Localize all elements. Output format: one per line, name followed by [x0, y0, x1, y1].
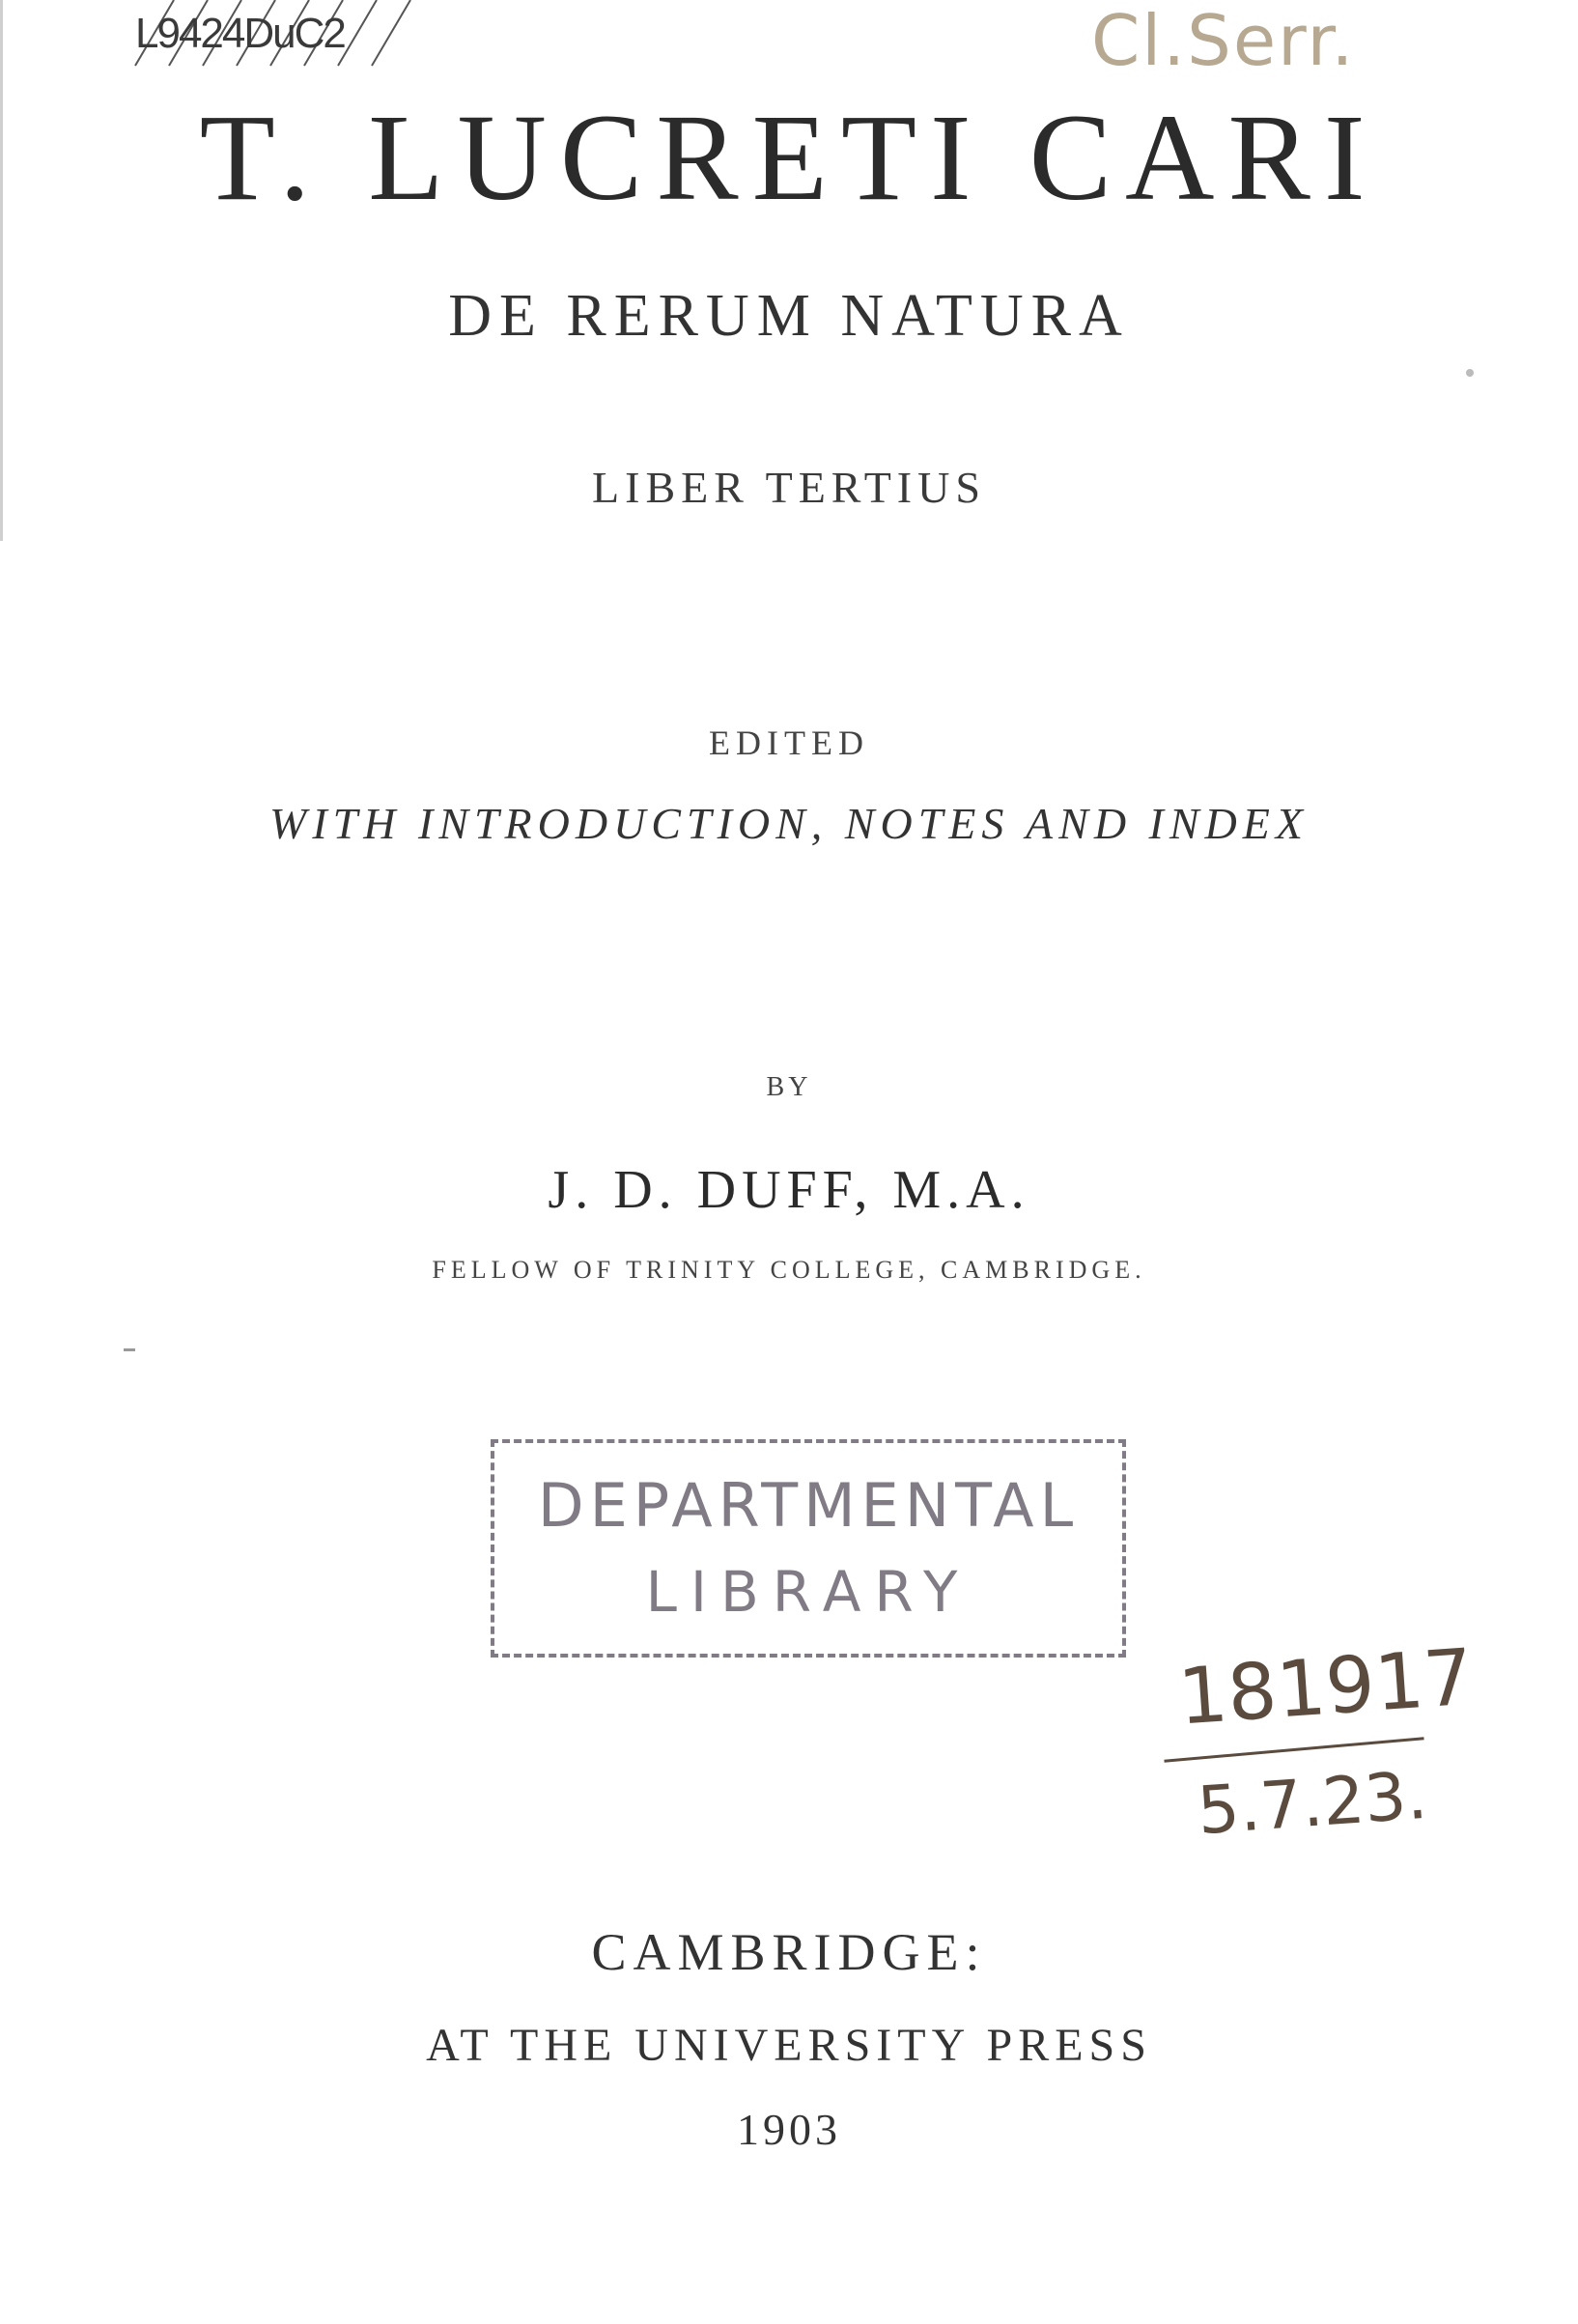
accession-date: 5.7.23.	[1195, 1757, 1430, 1851]
edited-label: EDITED	[709, 723, 869, 762]
speck-dot	[1466, 369, 1474, 377]
imprint-year: 1903	[737, 2105, 841, 2154]
speck-dash	[124, 1348, 135, 1351]
library-stamp	[491, 1439, 1126, 1658]
accession-number: 181917	[1175, 1631, 1477, 1743]
pencil-annotation: Cl.Serr.	[1091, 0, 1356, 81]
edition-description: WITH INTRODUCTION, NOTES AND INDEX	[269, 799, 1309, 848]
accession-underline	[1164, 1737, 1423, 1763]
by-label: BY	[766, 1072, 812, 1102]
author-name: J. D. DUFF, M.A.	[548, 1160, 1030, 1220]
call-number-label: L9424DuC2	[135, 10, 345, 57]
author-affiliation: FELLOW OF TRINITY COLLEGE, CAMBRIDGE.	[432, 1256, 1146, 1284]
book-part: LIBER TERTIUS	[592, 463, 986, 512]
book-subtitle: DE RERUM NATURA	[448, 283, 1130, 349]
page-edge-shadow	[0, 0, 3, 541]
book-title: T. LUCRETI CARI	[199, 89, 1379, 226]
stamp-line-departmental: DEPARTMENTAL	[537, 1470, 1080, 1541]
imprint-city: CAMBRIDGE:	[591, 1923, 987, 1981]
imprint-press: AT THE UNIVERSITY PRESS	[426, 2020, 1152, 2071]
stamp-line-library: LIBRARY	[645, 1559, 972, 1625]
